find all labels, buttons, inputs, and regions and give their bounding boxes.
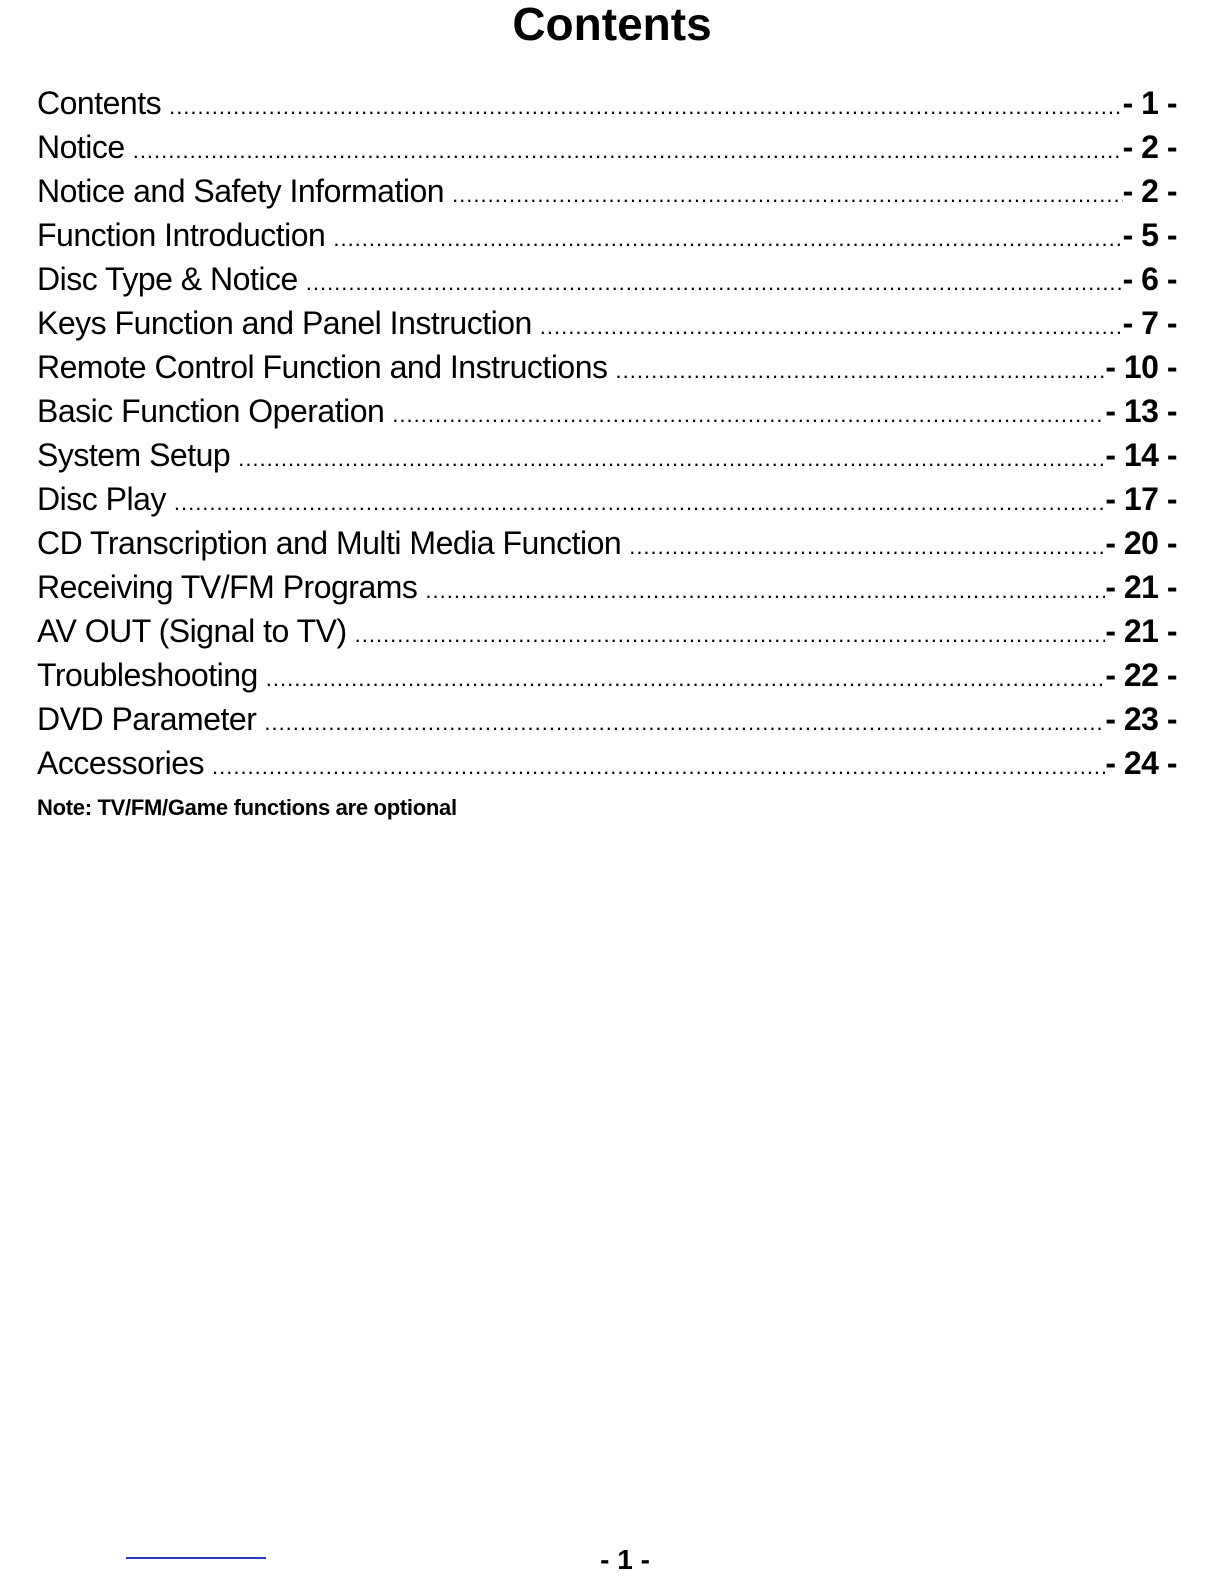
toc-entry[interactable]: [37, 345, 1177, 389]
toc-entry-label: Disc Play: [37, 481, 166, 517]
toc-entry-label: Basic Function Operation: [37, 393, 385, 429]
toc-entry[interactable]: [37, 125, 1177, 169]
toc-entry-label: DVD Parameter: [37, 701, 257, 737]
toc-entry-label: Accessories: [37, 745, 204, 781]
toc-entry-label: Notice and Safety Information: [37, 173, 445, 209]
toc-entry-page: - 24 -: [1105, 745, 1177, 781]
toc-entry-page: - 7 -: [1122, 305, 1177, 341]
toc-entry[interactable]: [37, 653, 1177, 697]
dot-leader: [629, 525, 1105, 569]
table-of-contents: [37, 81, 1177, 785]
toc-entry-page: - 6 -: [1122, 261, 1177, 297]
toc-entry-label: CD Transcription and Multi Media Function: [37, 525, 622, 561]
toc-entry[interactable]: [37, 697, 1177, 741]
dot-leader: [425, 569, 1105, 613]
toc-entry-label: Contents: [37, 85, 162, 121]
toc-entry-page: - 21 -: [1105, 569, 1177, 605]
dot-leader: [169, 85, 1123, 129]
toc-entry-page: - 5 -: [1122, 217, 1177, 253]
toc-entry[interactable]: [37, 81, 1177, 125]
toc-entry-label: Notice: [37, 129, 125, 165]
toc-entry[interactable]: [37, 521, 1177, 565]
toc-entry-label: System Setup: [37, 437, 231, 473]
toc-entry-page: - 2 -: [1122, 173, 1177, 209]
toc-entry-page: - 21 -: [1105, 613, 1177, 649]
dot-leader: [616, 349, 1106, 393]
toc-entry[interactable]: [37, 389, 1177, 433]
dot-leader: [540, 305, 1123, 349]
toc-entry-page: - 20 -: [1105, 525, 1177, 561]
dot-leader: [266, 657, 1106, 701]
dot-leader: [333, 217, 1122, 261]
dot-leader: [452, 173, 1123, 217]
footnote: Note: TV/FM/Game functions are optional: [37, 795, 457, 820]
dot-leader: [355, 613, 1106, 657]
toc-entry-page: - 23 -: [1105, 701, 1177, 737]
toc-entry-label: AV OUT (Signal to TV): [37, 613, 347, 649]
toc-entry-label: Remote Control Function and Instructions: [37, 349, 608, 385]
toc-entry-page: - 13 -: [1105, 393, 1177, 429]
toc-entry[interactable]: [37, 609, 1177, 653]
toc-entry-page: - 14 -: [1105, 437, 1177, 473]
dot-leader: [133, 129, 1123, 173]
dot-leader: [238, 437, 1105, 481]
toc-entry-label: Troubleshooting: [37, 657, 258, 693]
toc-entry[interactable]: [37, 257, 1177, 301]
toc-entry[interactable]: [37, 433, 1177, 477]
toc-entry-label: Receiving TV/FM Programs: [37, 569, 418, 605]
toc-entry-label: Disc Type & Notice: [37, 261, 298, 297]
toc-entry-page: - 22 -: [1105, 657, 1177, 693]
toc-entry-label: Keys Function and Panel Instruction: [37, 305, 532, 341]
toc-entry-page: - 10 -: [1105, 349, 1177, 385]
dot-leader: [306, 261, 1123, 305]
toc-entry[interactable]: [37, 169, 1177, 213]
page-title: Contents: [512, 0, 712, 50]
toc-entry-page: - 2 -: [1122, 129, 1177, 165]
toc-entry-page: - 17 -: [1105, 481, 1177, 517]
toc-entry-page: - 1 -: [1122, 85, 1177, 121]
toc-entry[interactable]: [37, 565, 1177, 609]
dot-leader: [212, 745, 1105, 789]
dot-leader: [174, 481, 1105, 525]
footer-divider: [126, 1557, 266, 1559]
toc-entry[interactable]: [37, 301, 1177, 345]
toc-entry[interactable]: [37, 477, 1177, 521]
toc-entry-label: Function Introduction: [37, 217, 326, 253]
toc-entry[interactable]: [37, 213, 1177, 257]
toc-entry[interactable]: [37, 741, 1177, 785]
dot-leader: [264, 701, 1105, 745]
dot-leader: [392, 393, 1105, 437]
page-number: - 1 -: [600, 1544, 650, 1575]
